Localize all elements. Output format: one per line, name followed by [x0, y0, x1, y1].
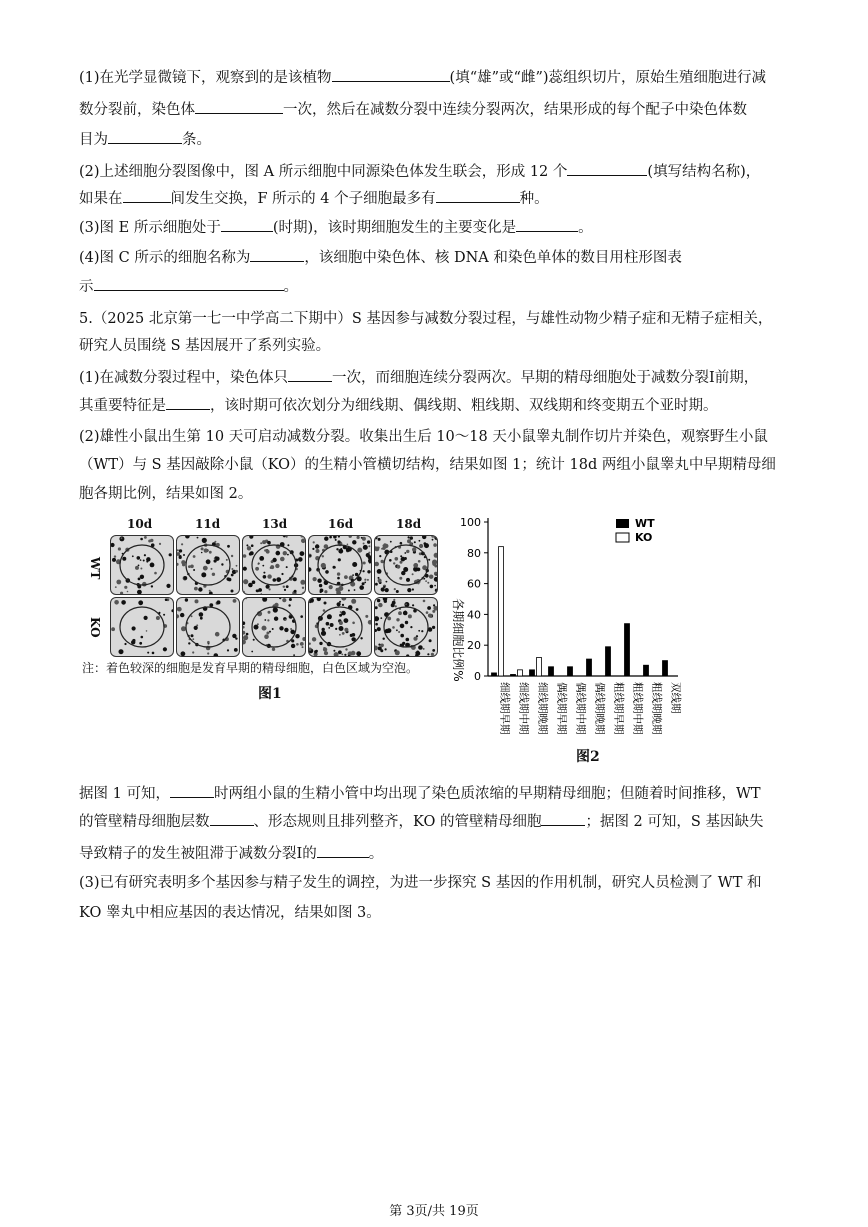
- x-tick-label: 粗线期中期: [631, 682, 644, 735]
- blank[interactable]: [436, 188, 520, 203]
- x-tick-label: 粗线期早期: [612, 682, 625, 735]
- blank[interactable]: [541, 811, 585, 826]
- figure1-note: 注：着色较深的细胞是发育早期的精母细胞，白色区域为空泡。: [82, 661, 419, 675]
- blank[interactable]: [317, 843, 369, 858]
- q5-2-answer-line1: 据图 1 可知， 时两组小鼠的生精小管中均出现了染色质浓缩的早期精母细胞；但随着时间推移，WT: [79, 783, 761, 804]
- bar-wt: [492, 673, 497, 676]
- q1-line2: 数分裂前，染色体 一次，然后在减数分裂中连续分裂两次，结果形成的每个配子中染色体数: [79, 99, 747, 120]
- col-label: 13d: [262, 517, 288, 531]
- bar-wt: [530, 670, 535, 676]
- y-tick-label: 20: [467, 639, 481, 653]
- micrograph-image: [111, 598, 173, 656]
- blank[interactable]: [288, 367, 332, 382]
- bar-wt: [663, 661, 668, 676]
- x-tick-label: 细线期晚期: [536, 682, 549, 735]
- q4-line1: (4)图 C 所示的细胞名称为 ，该细胞中染色体、核 DNA 和染色单体的数目用柱形图表: [79, 247, 682, 268]
- x-tick-label: 细线期早期: [498, 682, 511, 735]
- q5-2-line1: (2)雄性小鼠出生第 10 天可启动减数分裂。收集出生后 10～18 天小鼠睾丸制作切片并染色，观察野生小鼠: [79, 429, 768, 445]
- chart-bars: [492, 547, 668, 676]
- micrograph-tile: [308, 535, 372, 595]
- blank[interactable]: [332, 67, 450, 82]
- y-tick-label: 40: [467, 608, 481, 622]
- bar-wt: [511, 674, 516, 676]
- q5-3-line1: (3)已有研究表明多个基因参与精子发生的调控，为进一步探究 S 基因的作用机制，研究人员检测了 WT 和: [79, 875, 762, 891]
- micrograph-image: [375, 598, 437, 656]
- q5-1-line2: 其重要特征是 ，该时期可依次划分为细线期、偶线期、粗线期、双线期和终变期五个亚时期。: [79, 395, 718, 416]
- x-tick-label: 双线期: [669, 682, 682, 714]
- micrograph-image: [243, 536, 305, 594]
- blank[interactable]: [567, 161, 647, 176]
- chart-y-axis-label: 各期细胞比例%: [451, 598, 465, 682]
- blank[interactable]: [123, 188, 171, 203]
- q5-2-answer-line3: 导致精子的发生被阻滞于减数分裂Ⅰ的 。: [79, 843, 383, 864]
- micrograph-image: [243, 598, 305, 656]
- chart-legend: [616, 517, 655, 544]
- q1-line1: (1)在光学显微镜下，观察到的是该植物 (填“雄”或“雌”)蕊组织切片，原始生殖细胞进行减: [79, 67, 766, 88]
- legend-swatch-ko: [616, 533, 629, 542]
- bar-ko: [518, 670, 523, 676]
- figure1-column-labels: [120, 517, 470, 533]
- q3-line: (3)图 E 所示细胞处于 (时期)，该时期细胞发生的主要变化是 。: [79, 217, 593, 238]
- blank[interactable]: [166, 395, 210, 410]
- q5-2-answer-line2: 的管壁精母细胞层数 、形态规则且排列整齐，KO 的管壁精母细胞 ；据图 2 可知，S 基因缺失: [79, 811, 763, 832]
- q5-intro-line1: 5.（2025 北京第一七一中学高二下期中）S 基因参与减数分裂过程，与雄性动物少精子症和无精子症相关，: [79, 311, 773, 327]
- page-footer: 第 3页/共 19页: [389, 1204, 479, 1219]
- micrograph-tile: [242, 597, 306, 657]
- row-label-ko: KO: [88, 617, 102, 638]
- micrograph-image: [177, 536, 239, 594]
- q5-2-line3: 胞各期比例，结果如图 2。: [79, 486, 253, 502]
- blank[interactable]: [94, 276, 284, 291]
- blank[interactable]: [210, 811, 254, 826]
- micrograph-tile: [374, 535, 438, 595]
- col-label: 16d: [328, 517, 354, 531]
- blank[interactable]: [170, 783, 214, 798]
- bar-ko: [537, 658, 542, 676]
- y-tick-label: 100: [460, 516, 481, 529]
- blank[interactable]: [250, 247, 304, 262]
- figure1-caption: 图1: [258, 686, 282, 702]
- col-label: 10d: [127, 517, 153, 531]
- micrograph-tile: [176, 535, 240, 595]
- x-tick-label: 粗线期晚期: [650, 682, 663, 735]
- x-tick-label: 细线期中期: [517, 682, 530, 735]
- micrograph-image: [111, 536, 173, 594]
- micrograph-image: [309, 536, 371, 594]
- x-tick-label: 偶线期晚期: [593, 682, 606, 735]
- y-tick-label: 60: [467, 577, 481, 591]
- micrograph-image: [375, 536, 437, 594]
- figure2-caption: 图2: [576, 749, 600, 765]
- bar-wt: [549, 667, 554, 676]
- q2-line2: 如果在 间发生交换，F 所示的 4 个子细胞最多有 种。: [79, 188, 549, 209]
- x-tick-label: 偶线期早期: [555, 682, 568, 735]
- blank[interactable]: [221, 217, 273, 232]
- col-label: 11d: [195, 517, 221, 531]
- blank[interactable]: [516, 217, 578, 232]
- q1-line3: 目为 条。: [79, 129, 211, 150]
- micrograph-tile: [110, 597, 174, 657]
- q2-line1: (2)上述细胞分裂图像中，图 A 所示细胞中同源染色体发生联会，形成 12 个 (填写结构名称)，: [79, 161, 760, 182]
- micrograph-tile: [374, 597, 438, 657]
- bar-wt: [644, 665, 649, 676]
- micrograph-tile: [308, 597, 372, 657]
- q4-line2: 示 。: [79, 276, 298, 297]
- row-label-wt: WT: [88, 557, 102, 580]
- micrograph-tile: [242, 535, 306, 595]
- bar-wt: [568, 667, 573, 676]
- micrograph-tile: [110, 535, 174, 595]
- y-tick-label: 0: [474, 670, 481, 683]
- col-label: 18d: [396, 517, 422, 531]
- bar-ko: [499, 547, 504, 676]
- micrograph-tile: [176, 597, 240, 657]
- blank[interactable]: [195, 99, 283, 114]
- bar-wt: [606, 647, 611, 676]
- micrograph-image: [177, 598, 239, 656]
- q5-2-line2: （WT）与 S 基因敲除小鼠（KO）的生精小管横切结构，结果如图 1；统计 18d 两组小鼠睾丸中早期精母细: [79, 457, 776, 473]
- q5-intro-line2: 研究人员围绕 S 基因展开了系列实验。: [79, 338, 331, 354]
- legend-label-wt: WT: [635, 517, 655, 530]
- bar-wt: [625, 624, 630, 676]
- figure1-micrographs: [90, 517, 470, 707]
- q5-3-line2: KO 睾丸中相应基因的表达情况，结果如图 3。: [79, 905, 381, 921]
- chart-x-labels: [499, 682, 683, 735]
- legend-label-ko: KO: [635, 531, 653, 544]
- q5-1-line1: (1)在减数分裂过程中，染色体只 一次，而细胞连续分裂两次。早期的精母细胞处于减数分裂Ⅰ前期，: [79, 367, 758, 388]
- micrograph-image: [309, 598, 371, 656]
- bar-wt: [587, 659, 592, 676]
- legend-swatch-wt: [616, 519, 629, 528]
- figure2-chart: [440, 510, 700, 755]
- y-tick-label: 80: [467, 546, 481, 560]
- x-tick-label: 偶线期中期: [574, 682, 587, 735]
- blank[interactable]: [108, 129, 182, 144]
